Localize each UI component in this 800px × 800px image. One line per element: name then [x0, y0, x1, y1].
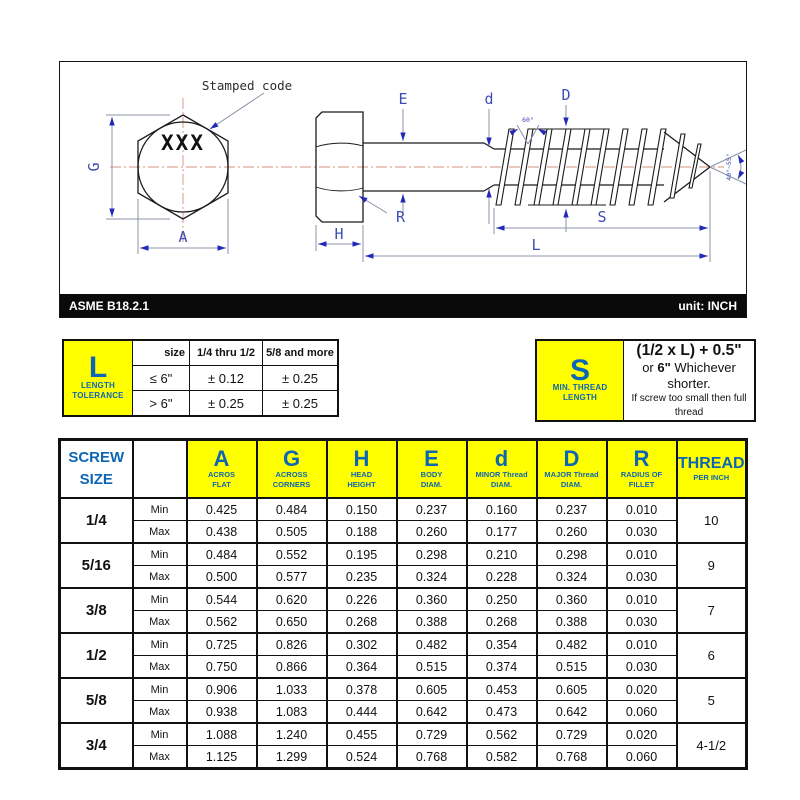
- value-cell: 0.515: [537, 656, 607, 679]
- value-cell: 0.642: [397, 701, 467, 724]
- tol-cell: ≤ 6": [133, 366, 190, 391]
- value-cell: 0.544: [187, 588, 257, 611]
- value-cell: 0.268: [327, 611, 397, 634]
- value-cell: 0.360: [537, 588, 607, 611]
- lag-screw-drawing: [60, 62, 748, 296]
- min-label: Min: [133, 498, 187, 521]
- tol-header-large: 5/8 and more: [263, 340, 339, 366]
- tol-cell: ± 0.25: [263, 366, 339, 391]
- value-cell: 0.237: [537, 498, 607, 521]
- row-5/8-max: [60, 701, 747, 724]
- value-cell: 0.210: [467, 543, 537, 566]
- value-cell: 0.324: [397, 566, 467, 589]
- thread-per-inch-cell: 9: [677, 543, 747, 588]
- min-label: Min: [133, 543, 187, 566]
- g-label: G: [85, 162, 103, 172]
- standard-name: ASME B18.2.1: [69, 298, 150, 313]
- value-cell: 1.299: [257, 746, 327, 769]
- value-cell: 0.729: [397, 723, 467, 746]
- value-cell: 0.030: [607, 656, 677, 679]
- thread-per-inch-cell: 4-1/2: [677, 723, 747, 769]
- value-cell: 0.482: [537, 633, 607, 656]
- value-cell: 0.354: [467, 633, 537, 656]
- value-cell: 0.378: [327, 678, 397, 701]
- thread-blades: [496, 129, 666, 205]
- thread-length-note: If screw too small then full thread: [631, 392, 747, 418]
- point-angle-label: 40°~55°: [725, 153, 733, 181]
- value-cell: 0.524: [327, 746, 397, 769]
- value-cell: 0.364: [327, 656, 397, 679]
- value-cell: 1.125: [187, 746, 257, 769]
- row-3/8-min: [60, 588, 747, 611]
- row-5/16-max: [60, 566, 747, 589]
- row-3/4-min: [60, 723, 747, 746]
- size-cell: 3/4: [60, 723, 133, 769]
- value-cell: 0.060: [607, 746, 677, 769]
- s-key-letter: S: [569, 353, 590, 387]
- value-cell: 0.650: [257, 611, 327, 634]
- value-cell: 0.374: [467, 656, 537, 679]
- value-cell: 0.030: [607, 566, 677, 589]
- d-minor-label: d: [484, 90, 494, 108]
- value-cell: 0.729: [537, 723, 607, 746]
- length-tolerance-key: L LENGTH TOLERANCE: [63, 340, 133, 416]
- thread-per-inch-cell: 5: [677, 678, 747, 723]
- value-cell: 0.020: [607, 678, 677, 701]
- e-label: E: [398, 90, 408, 108]
- d-major-label: D: [561, 86, 571, 104]
- value-cell: 0.453: [467, 678, 537, 701]
- value-cell: 0.260: [397, 521, 467, 544]
- value-cell: 0.298: [537, 543, 607, 566]
- row-3/4-max: [60, 746, 747, 769]
- value-cell: 0.750: [187, 656, 257, 679]
- thread-length-rule: [624, 340, 756, 421]
- value-cell: 0.226: [327, 588, 397, 611]
- value-cell: 0.388: [537, 611, 607, 634]
- row-1/4-min: [60, 498, 747, 521]
- value-cell: 0.484: [257, 498, 327, 521]
- value-cell: 0.938: [187, 701, 257, 724]
- dimensions-table: [58, 438, 748, 770]
- value-cell: 0.150: [327, 498, 397, 521]
- value-cell: 0.302: [327, 633, 397, 656]
- value-cell: 0.642: [537, 701, 607, 724]
- min-label: Min: [133, 633, 187, 656]
- tol-cell: ± 0.25: [263, 391, 339, 417]
- max-label: Max: [133, 611, 187, 634]
- max-label: Max: [133, 566, 187, 589]
- value-cell: 0.768: [397, 746, 467, 769]
- value-cell: 0.260: [537, 521, 607, 544]
- thread-length-formula: (1/2 x L) + 0.5": [636, 342, 742, 359]
- thread-per-inch-cell: 10: [677, 498, 747, 543]
- row-1/4-max: [60, 521, 747, 544]
- row-1/2-min: [60, 633, 747, 656]
- r-label: R: [396, 208, 406, 226]
- col-header-d: d MINOR Thread DIAM.: [467, 440, 537, 499]
- value-cell: 0.725: [187, 633, 257, 656]
- a-label: A: [178, 228, 188, 246]
- value-cell: 1.083: [257, 701, 327, 724]
- min-label: Min: [133, 678, 187, 701]
- stamped-code-label: Stamped code: [201, 78, 293, 93]
- thread-per-inch-cell: 7: [677, 588, 747, 633]
- tol-header-small: 1/4 thru 1/2: [190, 340, 263, 366]
- value-cell: 0.484: [187, 543, 257, 566]
- size-cell: 5/16: [60, 543, 133, 588]
- thread-per-inch-cell: 6: [677, 633, 747, 678]
- screw-size-header: SCREW SIZE: [60, 440, 133, 499]
- value-cell: 0.010: [607, 633, 677, 656]
- thread-angle-label: 60°: [522, 116, 534, 124]
- value-cell: 0.177: [467, 521, 537, 544]
- value-cell: 0.473: [467, 701, 537, 724]
- l-key-letter: L: [88, 351, 108, 385]
- drawing-panel: [59, 61, 747, 318]
- h-label: H: [334, 225, 344, 243]
- value-cell: 0.020: [607, 723, 677, 746]
- value-cell: 0.455: [327, 723, 397, 746]
- value-cell: 0.188: [327, 521, 397, 544]
- size-cell: 5/8: [60, 678, 133, 723]
- value-cell: 0.228: [467, 566, 537, 589]
- value-cell: 0.444: [327, 701, 397, 724]
- row-1/2-max: [60, 656, 747, 679]
- value-cell: 0.195: [327, 543, 397, 566]
- size-cell: 1/4: [60, 498, 133, 543]
- tol-cell: > 6": [133, 391, 190, 417]
- max-label: Max: [133, 656, 187, 679]
- value-cell: 0.620: [257, 588, 327, 611]
- tol-header-size: size: [133, 340, 190, 366]
- value-cell: 0.010: [607, 588, 677, 611]
- value-cell: 0.250: [467, 588, 537, 611]
- unit-note: unit: INCH: [678, 298, 737, 313]
- value-cell: 0.268: [467, 611, 537, 634]
- value-cell: 0.582: [467, 746, 537, 769]
- min-label: Min: [133, 723, 187, 746]
- stamped-code-leader: [210, 93, 264, 129]
- thread-length-key: S MIN. THREAD LENGTH: [536, 340, 624, 421]
- value-cell: 1.033: [257, 678, 327, 701]
- length-tolerance-table: [62, 339, 339, 417]
- value-cell: 0.010: [607, 498, 677, 521]
- max-label: Max: [133, 746, 187, 769]
- value-cell: 0.298: [397, 543, 467, 566]
- row-5/8-min: [60, 678, 747, 701]
- blank-header: [133, 440, 187, 499]
- row-5/16-min: [60, 543, 747, 566]
- value-cell: 0.160: [467, 498, 537, 521]
- header-row: [60, 440, 747, 499]
- value-cell: 0.552: [257, 543, 327, 566]
- s-label: S: [597, 208, 607, 226]
- value-cell: 0.866: [257, 656, 327, 679]
- value-cell: 0.030: [607, 521, 677, 544]
- value-cell: 0.237: [397, 498, 467, 521]
- col-header-E: E BODY DIAM.: [397, 440, 467, 499]
- value-cell: 0.605: [397, 678, 467, 701]
- value-cell: 0.235: [327, 566, 397, 589]
- value-cell: 0.515: [397, 656, 467, 679]
- value-cell: 0.030: [607, 611, 677, 634]
- min-thread-length-box: [535, 339, 756, 422]
- tol-cell: ± 0.25: [190, 391, 263, 417]
- value-cell: 0.500: [187, 566, 257, 589]
- col-header-A: A ACROS FLAT: [187, 440, 257, 499]
- max-label: Max: [133, 521, 187, 544]
- col-header-R: R RADIUS OF FILLET: [607, 440, 677, 499]
- min-label: Min: [133, 588, 187, 611]
- col-header-G: G ACROSS CORNERS: [257, 440, 327, 499]
- l-label: L: [531, 236, 541, 254]
- value-cell: 0.425: [187, 498, 257, 521]
- value-cell: 0.010: [607, 543, 677, 566]
- value-cell: 0.060: [607, 701, 677, 724]
- value-cell: 0.577: [257, 566, 327, 589]
- value-cell: 0.388: [397, 611, 467, 634]
- value-cell: 0.438: [187, 521, 257, 544]
- value-cell: 0.324: [537, 566, 607, 589]
- size-cell: 3/8: [60, 588, 133, 633]
- col-header-D: D MAJOR Thread DIAM.: [537, 440, 607, 499]
- value-cell: 0.482: [397, 633, 467, 656]
- value-cell: 0.768: [537, 746, 607, 769]
- value-cell: 0.505: [257, 521, 327, 544]
- value-cell: 0.360: [397, 588, 467, 611]
- value-cell: 0.605: [537, 678, 607, 701]
- value-cell: 0.562: [187, 611, 257, 634]
- tol-cell: ± 0.12: [190, 366, 263, 391]
- col-header-H: H HEAD HEIGHT: [327, 440, 397, 499]
- max-label: Max: [133, 701, 187, 724]
- point-angle-annotation: [710, 150, 746, 184]
- value-cell: 0.826: [257, 633, 327, 656]
- value-cell: 1.088: [187, 723, 257, 746]
- value-cell: 0.562: [467, 723, 537, 746]
- size-cell: 1/2: [60, 633, 133, 678]
- standard-bar: [60, 294, 746, 317]
- row-3/8-max: [60, 611, 747, 634]
- value-cell: 0.906: [187, 678, 257, 701]
- value-cell: 1.240: [257, 723, 327, 746]
- thread-length-alt: or 6" Whichever shorter.: [642, 360, 736, 391]
- stamped-code-text: XXX: [161, 131, 205, 155]
- col-header-thread: THREAD PER INCH: [677, 440, 747, 499]
